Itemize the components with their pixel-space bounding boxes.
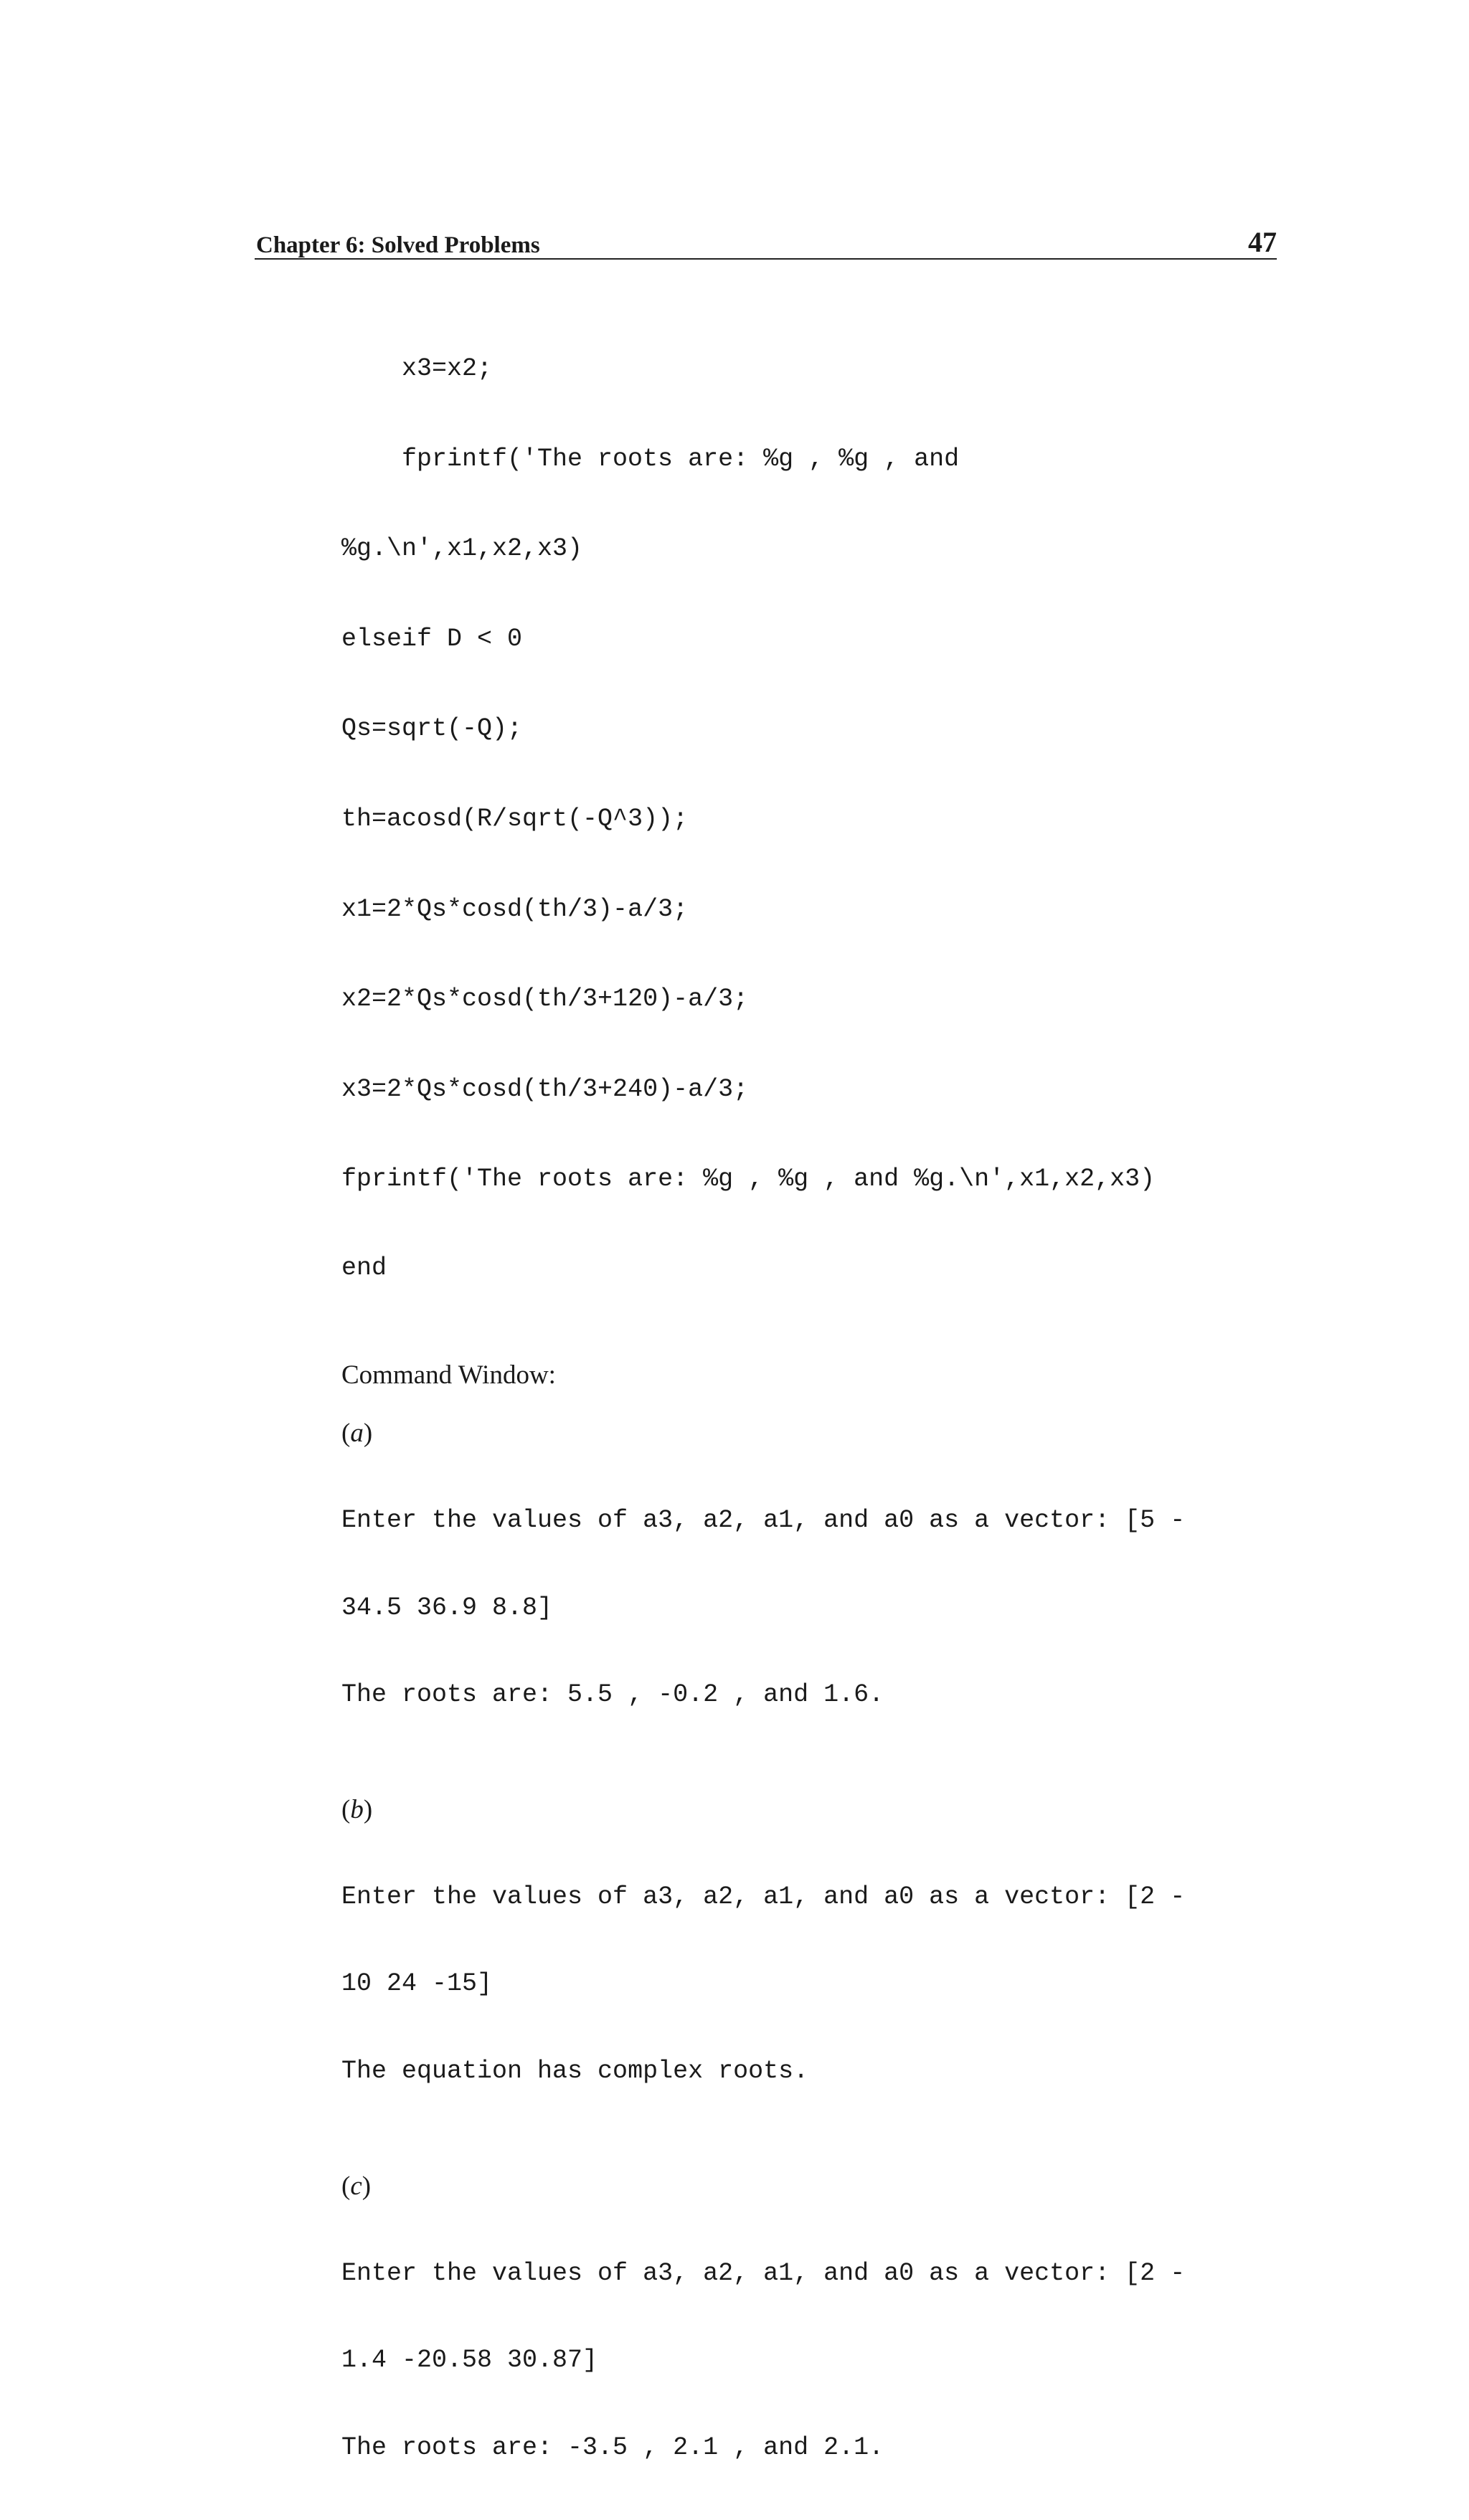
output-line: The equation has complex roots. xyxy=(341,2057,1274,2087)
code-listing xyxy=(341,295,1274,1340)
run-label: (c) xyxy=(341,2171,1274,2202)
code-line: x3=x2; xyxy=(341,353,1274,386)
run-b xyxy=(341,1795,1274,2144)
code-line: fprintf('The roots are: %g , %g , and xyxy=(341,443,1274,476)
run-output xyxy=(341,1449,1274,1768)
code-line: x1=2*Qs*cosd(th/3)-a/3; xyxy=(341,894,1274,927)
output-line: 10 24 -15] xyxy=(341,1969,1274,1999)
run-label-letter: a xyxy=(350,1418,364,1448)
page-number: 47 xyxy=(1248,228,1277,257)
code-line: fprintf('The roots are: %g , %g , and %g.\n',x1,x2,x3) xyxy=(341,1163,1274,1196)
code-line: x3=2*Qs*cosd(th/3+240)-a/3; xyxy=(341,1074,1274,1107)
output-line: 34.5 36.9 8.8] xyxy=(341,1593,1274,1624)
output-line: The roots are: 5.5 , -0.2 , and 1.6. xyxy=(341,1680,1274,1710)
chapter-title: Chapter 6: Solved Problems xyxy=(256,232,540,258)
code-line: elseif D < 0 xyxy=(341,623,1274,656)
code-line: th=acosd(R/sqrt(-Q^3)); xyxy=(341,803,1274,836)
output-line: The roots are: -3.5 , 2.1 , and 2.1. xyxy=(341,2433,1274,2463)
code-line: end xyxy=(341,1254,1274,1282)
output-line: 1.4 -20.58 30.87] xyxy=(341,2346,1274,2376)
run-output xyxy=(341,2202,1274,2520)
output-line: Enter the values of a3, a2, a1, and a0 as a vector: [2 - xyxy=(341,1882,1274,1913)
code-line: %g.\n',x1,x2,x3) xyxy=(341,533,1274,566)
page-content xyxy=(341,295,1274,2520)
code-line: Qs=sqrt(-Q); xyxy=(341,713,1274,746)
command-window-heading: Command Window: xyxy=(341,1360,1274,1391)
page-header xyxy=(255,228,1277,260)
output-line: Enter the values of a3, a2, a1, and a0 as a vector: [5 - xyxy=(341,1506,1274,1536)
run-c xyxy=(341,2171,1274,2520)
run-a xyxy=(341,1418,1274,1768)
run-label-letter: c xyxy=(350,2171,362,2201)
run-label: (a) xyxy=(341,1418,1274,1449)
run-label-letter: b xyxy=(350,1795,364,1824)
run-output xyxy=(341,1825,1274,2144)
output-line: Enter the values of a3, a2, a1, and a0 as a vector: [2 - xyxy=(341,2259,1274,2289)
code-line: x2=2*Qs*cosd(th/3+120)-a/3; xyxy=(341,983,1274,1016)
run-label: (b) xyxy=(341,1795,1274,1825)
